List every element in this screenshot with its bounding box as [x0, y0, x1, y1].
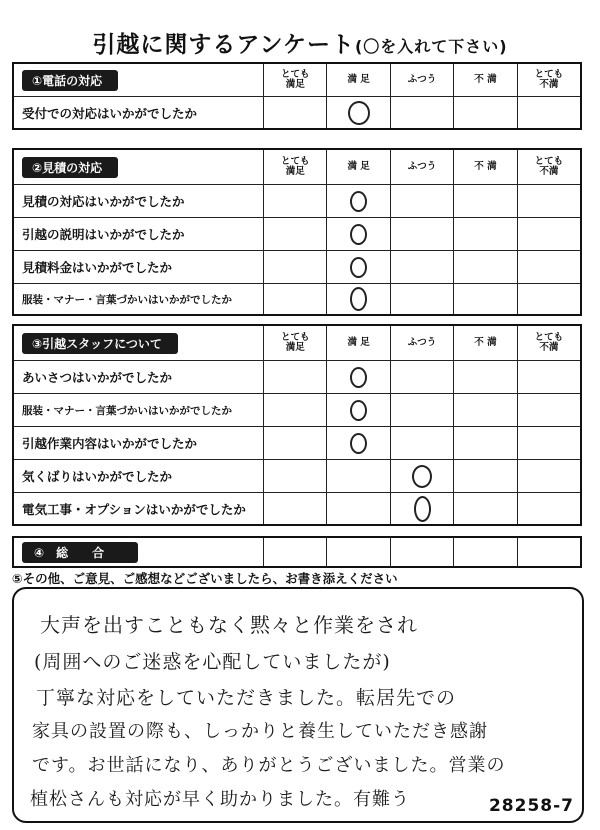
- circle-mark: [350, 257, 367, 278]
- option-dissatisfied: 不 満: [454, 64, 517, 96]
- answer-cell[interactable]: [518, 427, 580, 459]
- answer-cell[interactable]: [454, 538, 517, 566]
- answer-cell[interactable]: [454, 251, 517, 283]
- answer-cell[interactable]: [327, 251, 390, 283]
- section-heading: ②見積の対応: [22, 157, 118, 178]
- question-row: [14, 250, 580, 283]
- question-label: あいさつはいかがでしたか: [14, 361, 264, 393]
- answer-cell[interactable]: [454, 427, 517, 459]
- overall-row: [14, 538, 580, 566]
- section-estimate: [12, 148, 582, 316]
- answer-cell[interactable]: [327, 218, 390, 250]
- question-row: [14, 393, 580, 426]
- answer-cell[interactable]: [518, 185, 580, 217]
- comment-line: (周囲へのご迷惑を心配していましたが): [34, 651, 391, 673]
- option-normal: ふつう: [391, 64, 454, 96]
- answer-cell[interactable]: [264, 251, 327, 283]
- circle-mark: [348, 101, 370, 125]
- answer-cell[interactable]: [264, 538, 327, 566]
- question-label: 引越作業内容はいかがでしたか: [14, 427, 264, 459]
- option-very-satisfied: とても 満足: [264, 326, 327, 360]
- answer-cell[interactable]: [327, 460, 390, 492]
- option-satisfied: 満 足: [327, 326, 390, 360]
- option-very-dissatisfied: とても 不満: [534, 331, 564, 353]
- section-header-row: [14, 326, 580, 360]
- question-row: [14, 426, 580, 459]
- answer-cell[interactable]: [327, 427, 390, 459]
- answer-cell[interactable]: [518, 251, 580, 283]
- answer-cell[interactable]: [264, 97, 327, 128]
- answer-cell[interactable]: [391, 394, 454, 426]
- answer-cell[interactable]: [391, 251, 454, 283]
- option-very-satisfied: とても 満足: [264, 64, 327, 96]
- answer-cell[interactable]: [264, 185, 327, 217]
- answer-cell[interactable]: [391, 427, 454, 459]
- answer-cell[interactable]: [454, 218, 517, 250]
- answer-cell[interactable]: [264, 361, 327, 393]
- answer-cell[interactable]: [454, 284, 517, 314]
- answer-cell[interactable]: [391, 460, 454, 492]
- answer-cell[interactable]: [454, 97, 517, 128]
- answer-cell[interactable]: [518, 284, 580, 314]
- answer-cell[interactable]: [454, 185, 517, 217]
- answer-cell[interactable]: [518, 394, 580, 426]
- answer-cell[interactable]: [518, 218, 580, 250]
- answer-cell[interactable]: [264, 427, 327, 459]
- option-normal: ふつう: [391, 326, 454, 360]
- answer-cell[interactable]: [454, 361, 517, 393]
- circle-mark: [414, 496, 431, 522]
- answer-cell[interactable]: [518, 97, 580, 128]
- question-row: [14, 360, 580, 393]
- question-row: [14, 96, 580, 128]
- answer-cell[interactable]: [454, 394, 517, 426]
- question-label: 引越の説明はいかがでしたか: [14, 218, 264, 250]
- option-very-satisfied: とても 満足: [264, 150, 327, 184]
- answer-cell[interactable]: [518, 493, 580, 524]
- section-phone: [12, 62, 582, 130]
- answer-cell[interactable]: [454, 493, 517, 524]
- section-heading: ③引越スタッフについて: [22, 333, 178, 354]
- circle-mark: [412, 465, 432, 488]
- question-label: 見積の対応はいかがでしたか: [14, 185, 264, 217]
- option-dissatisfied: 不 満: [454, 326, 517, 360]
- title-subtext: (〇を入れて下さい): [354, 37, 508, 56]
- answer-cell[interactable]: [391, 361, 454, 393]
- comment-label: ⑤その他、ご意見、ご感想などございましたら、お書き添えください: [12, 571, 398, 586]
- comment-line: 植松さんも対応が早く助かりました。有難う: [30, 789, 410, 810]
- answer-cell[interactable]: [327, 97, 390, 128]
- section-header-row: [14, 64, 580, 96]
- circle-mark: [350, 367, 367, 388]
- answer-cell[interactable]: [454, 460, 517, 492]
- answer-cell[interactable]: [327, 284, 390, 314]
- option-very-dissatisfied: とても 不満: [534, 155, 564, 177]
- comment-line: 大声を出すこともなく黙々と作業をされ: [40, 613, 418, 637]
- question-label: 気くばりはいかがでしたか: [14, 460, 264, 492]
- question-row: [14, 459, 580, 492]
- section-heading-cell: [14, 326, 264, 360]
- answer-cell[interactable]: [327, 394, 390, 426]
- section-heading-cell: [14, 150, 264, 184]
- answer-cell[interactable]: [391, 284, 454, 314]
- section-overall: [12, 536, 582, 568]
- question-row: [14, 217, 580, 250]
- section-heading: ④ 総 合: [22, 542, 138, 563]
- circle-mark: [350, 191, 367, 212]
- answer-cell[interactable]: [264, 394, 327, 426]
- answer-cell[interactable]: [264, 460, 327, 492]
- answer-cell[interactable]: [391, 185, 454, 217]
- answer-cell[interactable]: [327, 538, 390, 566]
- answer-cell[interactable]: [518, 538, 580, 566]
- question-row: [14, 283, 580, 314]
- answer-cell[interactable]: [264, 218, 327, 250]
- answer-cell[interactable]: [518, 361, 580, 393]
- section-heading: ①電話の対応: [22, 70, 118, 91]
- answer-cell[interactable]: [518, 460, 580, 492]
- option-satisfied: 満 足: [327, 150, 390, 184]
- question-label: 受付での対応はいかがでしたか: [14, 97, 264, 128]
- question-row: [14, 184, 580, 217]
- answer-cell[interactable]: [391, 218, 454, 250]
- survey-title: [0, 26, 600, 59]
- answer-cell[interactable]: [327, 361, 390, 393]
- option-very-dissatisfied: とても 不満: [534, 68, 564, 90]
- option-satisfied: 満 足: [327, 64, 390, 96]
- option-normal: ふつう: [391, 150, 454, 184]
- answer-cell[interactable]: [264, 493, 327, 524]
- question-label: 服装・マナー・言葉づかいはいかがでしたか: [14, 394, 264, 426]
- section-heading-cell: [14, 64, 264, 96]
- answer-cell[interactable]: [391, 97, 454, 128]
- comment-box[interactable]: [12, 587, 584, 823]
- section-heading-cell: [14, 538, 264, 566]
- circle-mark: [350, 400, 367, 421]
- circle-mark: [350, 433, 367, 454]
- question-row: [14, 492, 580, 524]
- comment-line: です。お世話になり、ありがとうございました。営業の: [32, 755, 506, 776]
- answer-cell[interactable]: [391, 493, 454, 524]
- question-label: 見積料金はいかがでしたか: [14, 251, 264, 283]
- serial-number: 28258-7: [488, 796, 574, 816]
- answer-cell[interactable]: [264, 284, 327, 314]
- circle-mark: [350, 224, 367, 245]
- comment-line: 家具の設置の際も、しっかりと養生していただき感謝: [32, 721, 488, 742]
- section-staff: [12, 324, 582, 526]
- circle-mark: [350, 287, 367, 311]
- question-label: 電気工事・オプションはいかがでしたか: [14, 493, 264, 524]
- question-label: 服装・マナー・言葉づかいはいかがでしたか: [14, 284, 264, 314]
- title-text: 引越に関するアンケート: [92, 32, 355, 58]
- comment-line: 丁寧な対応をしていただきました。転居先での: [36, 687, 457, 709]
- option-dissatisfied: 不 満: [454, 150, 517, 184]
- answer-cell[interactable]: [391, 538, 454, 566]
- answer-cell[interactable]: [327, 185, 390, 217]
- answer-cell[interactable]: [327, 493, 390, 524]
- section-header-row: [14, 150, 580, 184]
